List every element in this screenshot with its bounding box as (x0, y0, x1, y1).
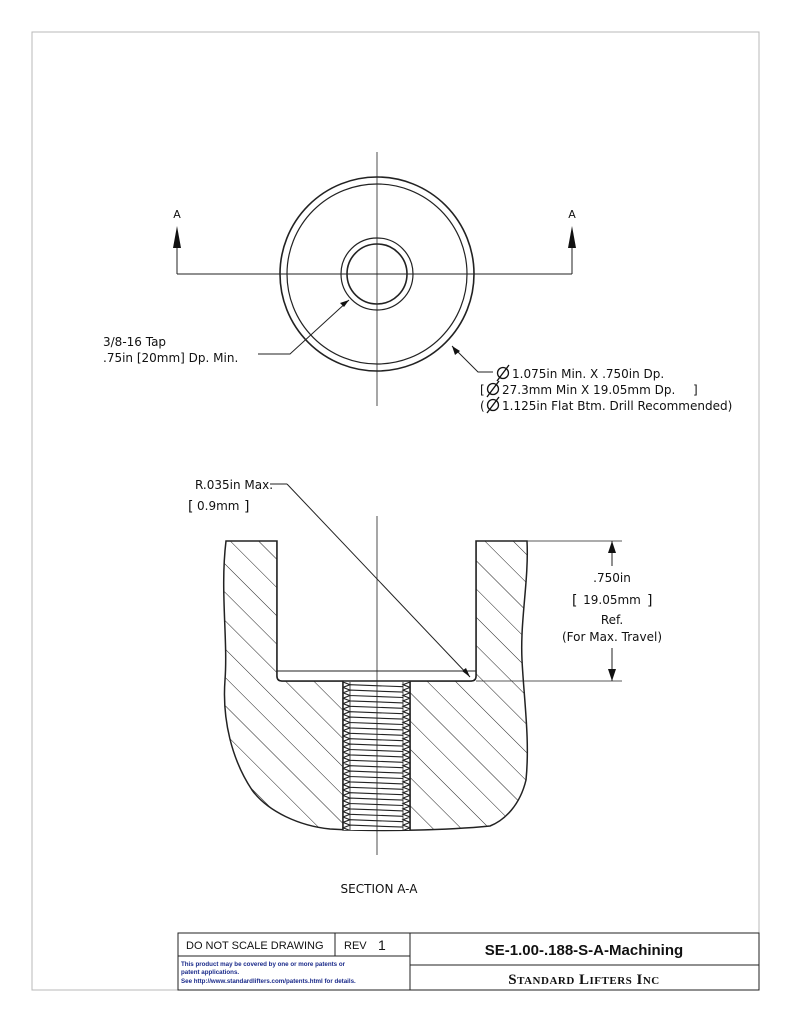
svg-text:[: [ (480, 383, 485, 397)
radius-callout-line1: R.035in Max. (195, 478, 274, 492)
depth-callout-line1: .750in (593, 571, 631, 585)
section-arrow-right-icon (568, 226, 576, 248)
depth-callout-line2: 19.05mm (583, 593, 641, 607)
top-view (103, 152, 732, 413)
section-view (188, 478, 668, 896)
diameter-icon (497, 365, 509, 381)
radius-callout-line2: 0.9mm (197, 499, 240, 513)
depth-callout-line3: Ref. (600, 613, 624, 627)
svg-text:[: [ (572, 593, 578, 609)
counterbore-outline (277, 541, 476, 681)
svg-text:(: ( (480, 399, 485, 413)
section-arrow-left-icon (173, 226, 181, 248)
svg-text:[: [ (188, 499, 194, 515)
section-caption: SECTION A-A (340, 882, 418, 896)
dimension-arrow-down-icon (608, 669, 616, 681)
depth-callout-line4: (For Max. Travel) (561, 630, 663, 644)
section-marker-left: A (173, 208, 181, 221)
tap-callout-line1: 3/8-16 Tap (103, 335, 167, 349)
company-name: Standard Lifters Inc (508, 972, 660, 988)
patent-line3: See http://www.standardlifters.com/patents.html for details. (181, 978, 356, 985)
svg-text:]: ] (647, 593, 653, 609)
bore-callout-line2: 27.3mm Min X 19.05mm Dp. (502, 383, 676, 397)
bore-callout-line3: 1.125in Flat Btm. Drill Recommended) (502, 399, 733, 413)
tap-leader (258, 300, 349, 354)
patent-line2: patent applications. (181, 969, 240, 976)
part-number: SE-1.00-.188-S-A-Machining (484, 942, 684, 959)
dimension-arrow-up-icon (608, 541, 616, 553)
patent-line1: This product may be covered by one or more patents or (181, 961, 346, 968)
svg-text:]: ] (693, 383, 698, 397)
diameter-icon (487, 381, 499, 397)
do-not-scale-label: DO NOT SCALE DRAWING (186, 940, 324, 952)
tap-callout-line2: .75in [20mm] Dp. Min. (103, 351, 239, 365)
section-marker-right: A (568, 208, 576, 221)
bore-callout-line1: 1.075in Min. X .750in Dp. (512, 367, 665, 381)
title-block (178, 933, 759, 990)
diameter-icon (487, 397, 499, 413)
rev-label: REV (344, 940, 367, 952)
rev-value: 1 (378, 937, 386, 953)
sheet-border (32, 32, 759, 990)
svg-text:]: ] (244, 499, 250, 515)
